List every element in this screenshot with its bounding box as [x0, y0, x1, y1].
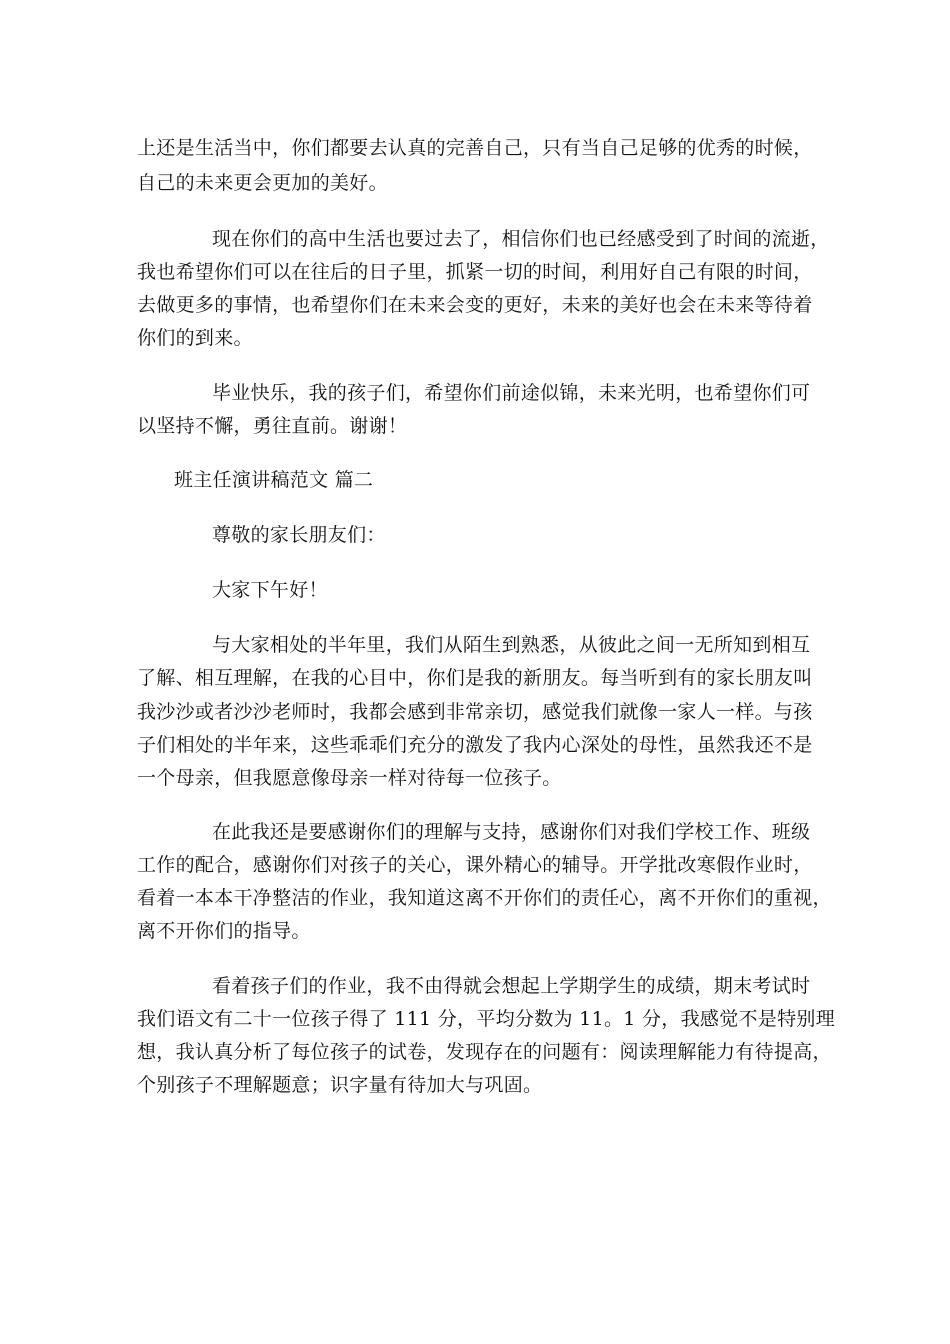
paragraph-line: 与大家相处的半年里，我们从陌生到熟悉，从彼此之间一无所知到相互 — [212, 634, 811, 656]
section-heading: 班主任演讲稿范文 篇二 — [174, 469, 374, 491]
paragraph-line: 在此我还是要感谢你们的理解与支持，感谢你们对我们学校工作、班级 — [212, 821, 811, 843]
paragraph-line: 上还是生活当中，你们都要去认真的完善自己，只有当自己足够的优秀的时候， — [137, 137, 813, 159]
paragraph-line: 子们相处的半年来，这些乖乖们充分的激发了我内心深处的母性，虽然我还不是 — [137, 734, 813, 756]
paragraph-line: 我也希望你们可以在往后的日子里，抓紧一切的时间，利用好自己有限的时间， — [137, 261, 813, 283]
paragraph-line: 去做更多的事情，也希望你们在未来会变的更好，未来的美好也会在未来等待着 — [137, 294, 813, 316]
paragraph-line: 自己的未来更会更加的美好。 — [137, 172, 388, 194]
paragraph-line: 看着一本本干净整洁的作业，我知道这离不开你们的责任心，离不开你们的重视， — [137, 887, 832, 909]
paragraph-line: 个别孩子不理解题意；识字量有待加大与巩固。 — [137, 1074, 543, 1096]
paragraph-line: 我们语文有二十一位孩子得了 111 分，平均分数为 11。1 分，我感觉不是特别理 — [137, 1008, 835, 1030]
paragraph-line: 看着孩子们的作业，我不由得就会想起上学期学生的成绩，期末考试时 — [212, 975, 811, 997]
paragraph-line: 一个母亲，但我愿意像母亲一样对待每一位孩子。 — [137, 767, 562, 789]
salutation: 尊敬的家长朋友们： — [212, 524, 386, 546]
paragraph-line: 我沙沙或者沙沙老师时，我都会感到非常亲切，感觉我们就像一家人一样。与孩 — [137, 701, 813, 723]
paragraph-line: 以坚持不懈，勇往直前。谢谢！ — [137, 415, 408, 437]
paragraph-line: 你们的到来。 — [137, 327, 253, 349]
paragraph-line: 想，我认真分析了每位孩子的试卷，发现存在的问题有：阅读理解能力有待提高， — [137, 1041, 832, 1063]
paragraph-line: 了解、相互理解，在我的心目中，你们是我的新朋友。每当听到有的家长朋友叫 — [137, 667, 813, 689]
greeting: 大家下午好！ — [212, 579, 328, 601]
paragraph-line: 工作的配合，感谢你们对孩子的关心，课外精心的辅导。开学批改寒假作业时， — [137, 854, 813, 876]
paragraph-line: 毕业快乐，我的孩子们，希望你们前途似锦，未来光明，也希望你们可 — [212, 382, 811, 404]
paragraph-line: 离不开你们的指导。 — [137, 920, 311, 942]
paragraph-line: 现在你们的高中生活也要过去了，相信你们也已经感受到了时间的流逝， — [212, 228, 830, 250]
